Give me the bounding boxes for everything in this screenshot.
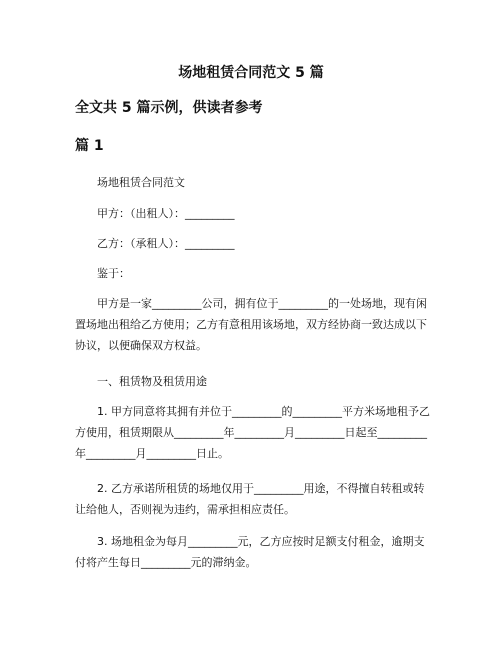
section-heading-lease-object: 一、租赁物及租赁用途: [97, 375, 207, 388]
clause-3: 3. 场地租金为每月_________元，乙方应按时足额支付租金，逾期支付将产生每日_________元的滞纳金。: [75, 535, 425, 569]
paragraph-whereas: 鉴于：: [97, 267, 130, 280]
paragraph-party-a: 甲方：（出租人）：_________: [97, 207, 235, 220]
part-heading: 篇 1: [75, 138, 104, 154]
paragraph-party-b: 乙方：（承租人）：_________: [97, 237, 235, 250]
document-subtitle: 全文共 5 篇示例，供读者参考: [75, 100, 263, 116]
clause-2: 2. 乙方承诺所租赁的场地仅用于_________用途，不得擅自转租或转让给他人，否则视为违约，需承担相应责任。: [75, 482, 425, 516]
document-title: 场地租赁合同范文 5 篇: [178, 65, 324, 81]
paragraph-recital: 甲方是一家_________公司，拥有位于_________的一处场地，现有闲置场地出租给乙方使用；乙方有意租用该场地，双方经协商一致达成以下协议，以便确保双方权益。: [75, 297, 427, 352]
paragraph-contract-title: 场地租赁合同范文: [97, 176, 185, 189]
clause-1: 1. 甲方同意将其拥有并位于_________的_________平方米场地租予乙方使用，租赁期限从_________年_________月_________日起至_________年_________月_________日止。: [75, 405, 430, 460]
